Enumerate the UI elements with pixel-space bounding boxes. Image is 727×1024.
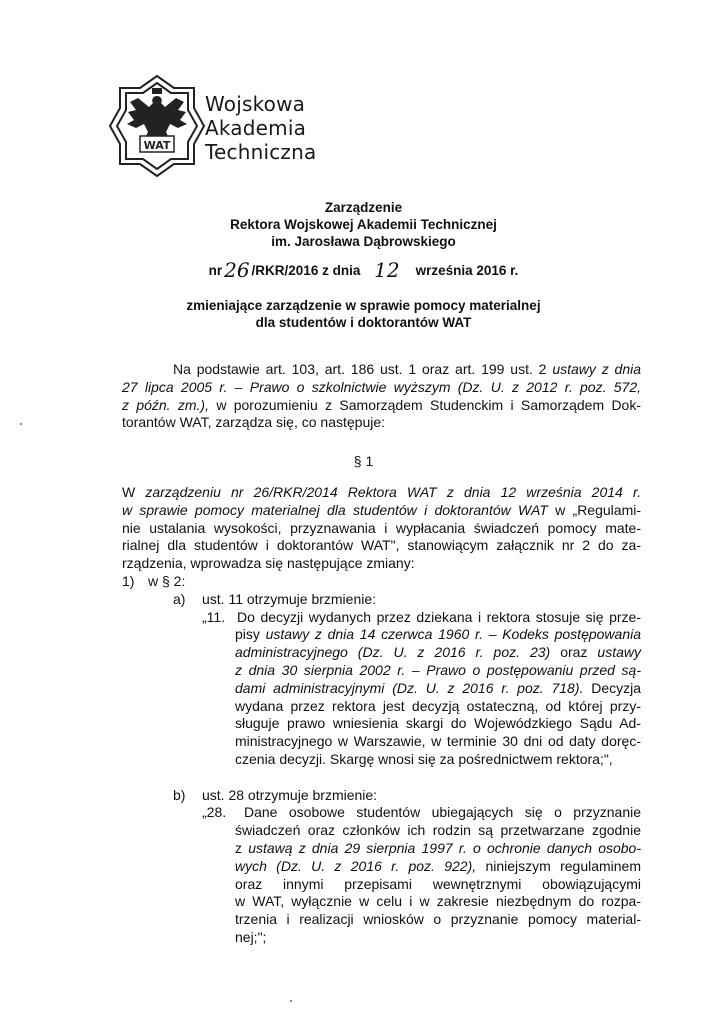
sub-item-a-mark: a) bbox=[173, 590, 186, 607]
emblem-wat-text: WAT bbox=[143, 139, 171, 152]
sub-item-b-text: ust. 28 otrzymuje brzmienie: bbox=[202, 786, 378, 803]
quote-ust-11 bbox=[122, 609, 641, 787]
intro-line-1: Na podstawie art. 103, art. 186 ust. 1 oraz art. 199 ust. 2 ustawy z dnia bbox=[173, 361, 642, 377]
article-line-1: W zarządzeniu nr 26/RKR/2014 Rektora WAT z dnia 12 września 2014 r. bbox=[122, 484, 641, 500]
scan-speck bbox=[20, 423, 22, 425]
list-item-1-text: w § 2: bbox=[148, 573, 186, 589]
logo-line-2: Akademia bbox=[205, 116, 307, 140]
quote-28-number: „28. bbox=[202, 804, 227, 821]
sub-item-b-mark: b) bbox=[173, 786, 186, 803]
article-paragraph bbox=[122, 484, 641, 573]
q28-line-1: Dane osobowe studentów ubiegających się o przyznanie bbox=[244, 804, 641, 821]
sub-item-b bbox=[122, 787, 641, 805]
amendments-list bbox=[122, 573, 641, 947]
q11-body: pisy ustawy z dnia 14 czerwca 1960 r. – Kodeks postępowania administracyjnego (Dz. U. z 2016 r. poz. 23) oraz ustawy z dnia 30 sierpnia 2002 r. – Prawo o postępowaniu przed są- dami administracyjnymi (Dz. U. z 2016 r. poz. 718). Decyzja wydana przez rektora jest decyzją ostateczną, od której przy- sługuje prawo wniesienia skargi do Wojewódzkiego Sądu Ad- ministracyjnego w Warszawie, w terminie 30 dni od daty doręc- czenia decyzji. Skargę wnosi się za pośrednictwem rektora;", bbox=[235, 626, 642, 767]
nr-prefix: nr bbox=[208, 263, 223, 278]
scan-speck bbox=[290, 1000, 292, 1002]
logo-line-1: Wojskowa bbox=[205, 92, 306, 116]
wat-emblem-logo bbox=[108, 74, 206, 178]
document-number-line bbox=[0, 258, 727, 282]
logo-line-3: Techniczna bbox=[205, 140, 317, 164]
document-issuer: Rektora Wojskowej Akademii Technicznej bbox=[230, 217, 497, 232]
article-line-4: rialnej dla studentów i doktorantów WAT", stanowiącym załącznik nr 2 do za- bbox=[122, 537, 641, 554]
sub-item-a bbox=[122, 591, 641, 609]
quote-ust-28 bbox=[122, 804, 641, 947]
article-line-3: nie ustalania wysokości, przyznawania i wypłacania świadczeń pomocy mate- bbox=[122, 519, 641, 536]
handwritten-number: 26 bbox=[224, 258, 250, 282]
date-rest: września 2016 r. bbox=[415, 263, 519, 278]
subject-line-2: dla studentów i doktorantów WAT bbox=[255, 315, 472, 330]
intro-line-3: z późn. zm.), w porozumieniu z Samorządem Studenckim i Samorządem Dok- bbox=[122, 396, 641, 413]
list-item-1-number: 1) bbox=[122, 573, 135, 589]
document-title: Zarządzenie bbox=[324, 200, 403, 215]
subject-line-1: zmieniające zarządzenie w sprawie pomocy materialnej bbox=[186, 298, 541, 313]
q28-body: świadczeń oraz członków ich rodzin są przetwarzane zgodnie z ustawą z dnia 29 sierpnia 1997 r. o ochronie danych osobo- wych (Dz. U. z 2016 r. poz. 922), niniejszym regulaminem oraz innymi przepisami wewnętrznymi obowiązującymi w WAT, wyłącznie w celu i w zakresie niezbędnym do rozpa- trzenia i realizacji wniosków o przyznanie pomocy material- nej;"; bbox=[235, 822, 642, 945]
university-name-logotype bbox=[205, 92, 316, 164]
article-line-2: w sprawie pomocy materialnej dla studentów i doktorantów WAT w „Regulami- bbox=[122, 501, 641, 518]
nr-middle: /RKR/2016 z dnia bbox=[251, 263, 361, 278]
intro-line-4: torantów WAT, zarządza się, co następuje: bbox=[122, 414, 386, 431]
list-item-1 bbox=[122, 573, 641, 591]
article-line-5: rządzenia, wprowadza się następujące zmiany: bbox=[122, 555, 415, 572]
handwritten-day: 12 bbox=[374, 258, 400, 282]
q11-line-1: Do decyzji wydanych przez dziekana i rektora stosuje się prze- bbox=[237, 608, 641, 625]
intro-line-2: 27 lipca 2005 r. – Prawo o szkolnictwie wyższym (Dz. U. z 2012 r. poz. 572, bbox=[122, 378, 641, 395]
sub-item-a-text: ust. 11 otrzymuje brzmienie: bbox=[202, 590, 377, 607]
intro-paragraph bbox=[122, 361, 641, 432]
section-mark: § 1 bbox=[353, 453, 374, 469]
document-patron: im. Jarosława Dąbrowskiego bbox=[271, 234, 456, 249]
quote-11-number: „11. bbox=[202, 608, 226, 625]
